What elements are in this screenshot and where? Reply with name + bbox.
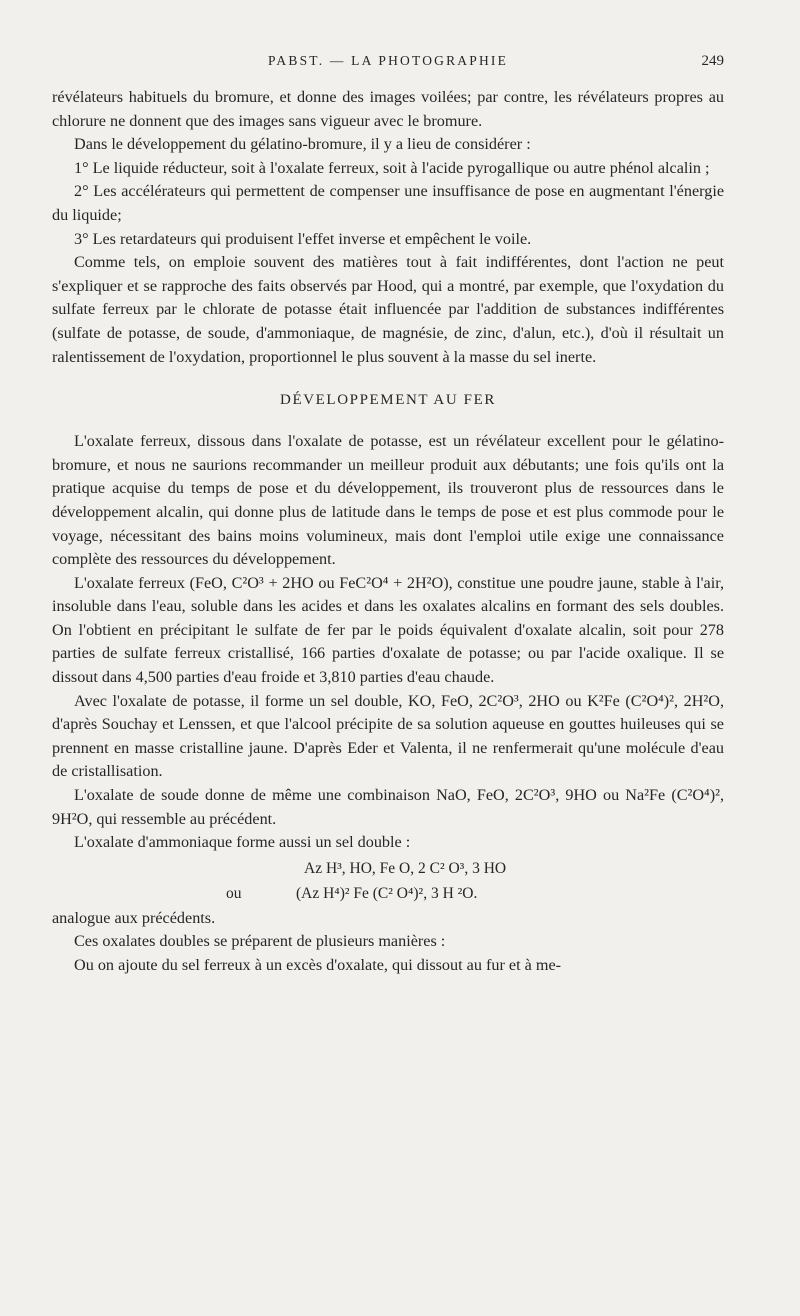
paragraph: L'oxalate ferreux (FeO, C²O³ + 2HO ou FeC²O⁴ + 2H²O), constitue une poudre jaune, stable à l'air, insoluble dans l'eau, soluble dans les acides et dans les oxalates alcalins en formant des sels doubles. On l'obtient en précipitant le sulfate de fer par le poids équivalent d'oxalate alcalin, soit pour 278 parties de sulfate ferreux cristallisé, 166 parties d'oxalate de potasse; ou par l'acide oxalique. Il se dissout dans 4,500 parties d'eau froide et 3,810 parties d'eau chaude. xyxy=(52,573,724,687)
paragraph: Ces oxalates doubles se préparent de plusieurs manières : xyxy=(74,932,446,951)
list-item: 3° Les retardateurs qui produisent l'effet inverse et empêchent le voile. xyxy=(74,229,532,248)
page-number: 249 xyxy=(701,53,724,69)
paragraph: Ou on ajoute du sel ferreux à un excès d'oxalate, qui dissout au fur et à me- xyxy=(74,956,562,974)
page xyxy=(52,50,724,978)
paragraph: analogue aux précédents. xyxy=(52,908,216,927)
formula-line xyxy=(52,882,724,905)
paragraph: L'oxalate d'ammoniaque forme aussi un sel double : xyxy=(74,833,411,852)
list-item: 2° Les accélérateurs qui permettent de compenser une insuffisance de pose en augmentant l'énergie du liquide; xyxy=(52,182,724,224)
formula-line xyxy=(52,857,724,880)
section-heading: DÉVELOPPEMENT AU FER xyxy=(280,392,496,409)
paragraph: Comme tels, on emploie souvent des matières tout à fait indifférentes, dont l'action ne peut s'expliquer et se rapproche des faits observés par Hood, qui a montré, par exemple, que l'oxydation du sulfate ferreux par le chlorate de potasse était influencée par l'addition de substances indifférentes (sulfate de potasse, de soude, d'ammoniaque, de magnésie, de zinc, d'alun, etc.), d'où il résultait un ralentissement de l'oxydation, proportionnel le plus souvent à la masse du sel inerte. xyxy=(52,253,724,366)
paragraph: L'oxalate ferreux, dissous dans l'oxalate de potasse, est un révélateur excellent pour le gélatino-bromure, et nous ne saurions recommander un meilleur produit aux débutants; une fois qu'ils ont la pratique acquise du temps de pose et du développement, ils trouveront plus de ressources dans le développement alcalin, qui donne plus de latitude dans le temps de pose et est plus commode pour le voyage, nécessitant des bains moins volumineux, mais dont l'emploi utile exige une connaissance complète des ressources du développement. xyxy=(52,432,724,569)
paragraph: Avec l'oxalate de potasse, il forme un sel double, KO, FeO, 2C²O³, 2HO ou K²Fe (C²O⁴)², 2H²O, d'après Souchay et Lenssen, et que l'alcool précipite de sa solution aqueuse en gouttes huileuses qui se prennent en masse cristalline jaune. D'après Eder et Valenta, il ne renfermerait qu'une molécule d'eau de cristallisation. xyxy=(52,691,724,781)
paragraph: L'oxalate de soude donne de même une combinaison NaO, FeO, 2C²O³, 9HO ou Na²Fe (C²O⁴)², 9H²O, qui ressemble au précédent. xyxy=(52,786,724,828)
running-head: PABST. — LA PHOTOGRAPHIE xyxy=(267,53,509,68)
formula-connector: ou xyxy=(226,884,242,902)
formula-first: Az H³, HO, Fe O, 2 C² O³, 3 HO xyxy=(304,859,507,877)
paragraph: révélateurs habituels du bromure, et donne des images voilées; par contre, les révélateurs propres au chlorure ne donnent que des images sans vigueur avec le bromure. xyxy=(52,88,724,130)
paragraph: Dans le développement du gélatino-bromure, il y a lieu de considérer : xyxy=(74,135,531,154)
list-item: 1° Le liquide réducteur, soit à l'oxalate ferreux, soit à l'acide pyrogallique ou autre phénol alcalin ; xyxy=(74,158,710,177)
page-header xyxy=(52,50,724,72)
formula-second: (Az H⁴)² Fe (C² O⁴)², 3 H ²O. xyxy=(296,884,478,902)
